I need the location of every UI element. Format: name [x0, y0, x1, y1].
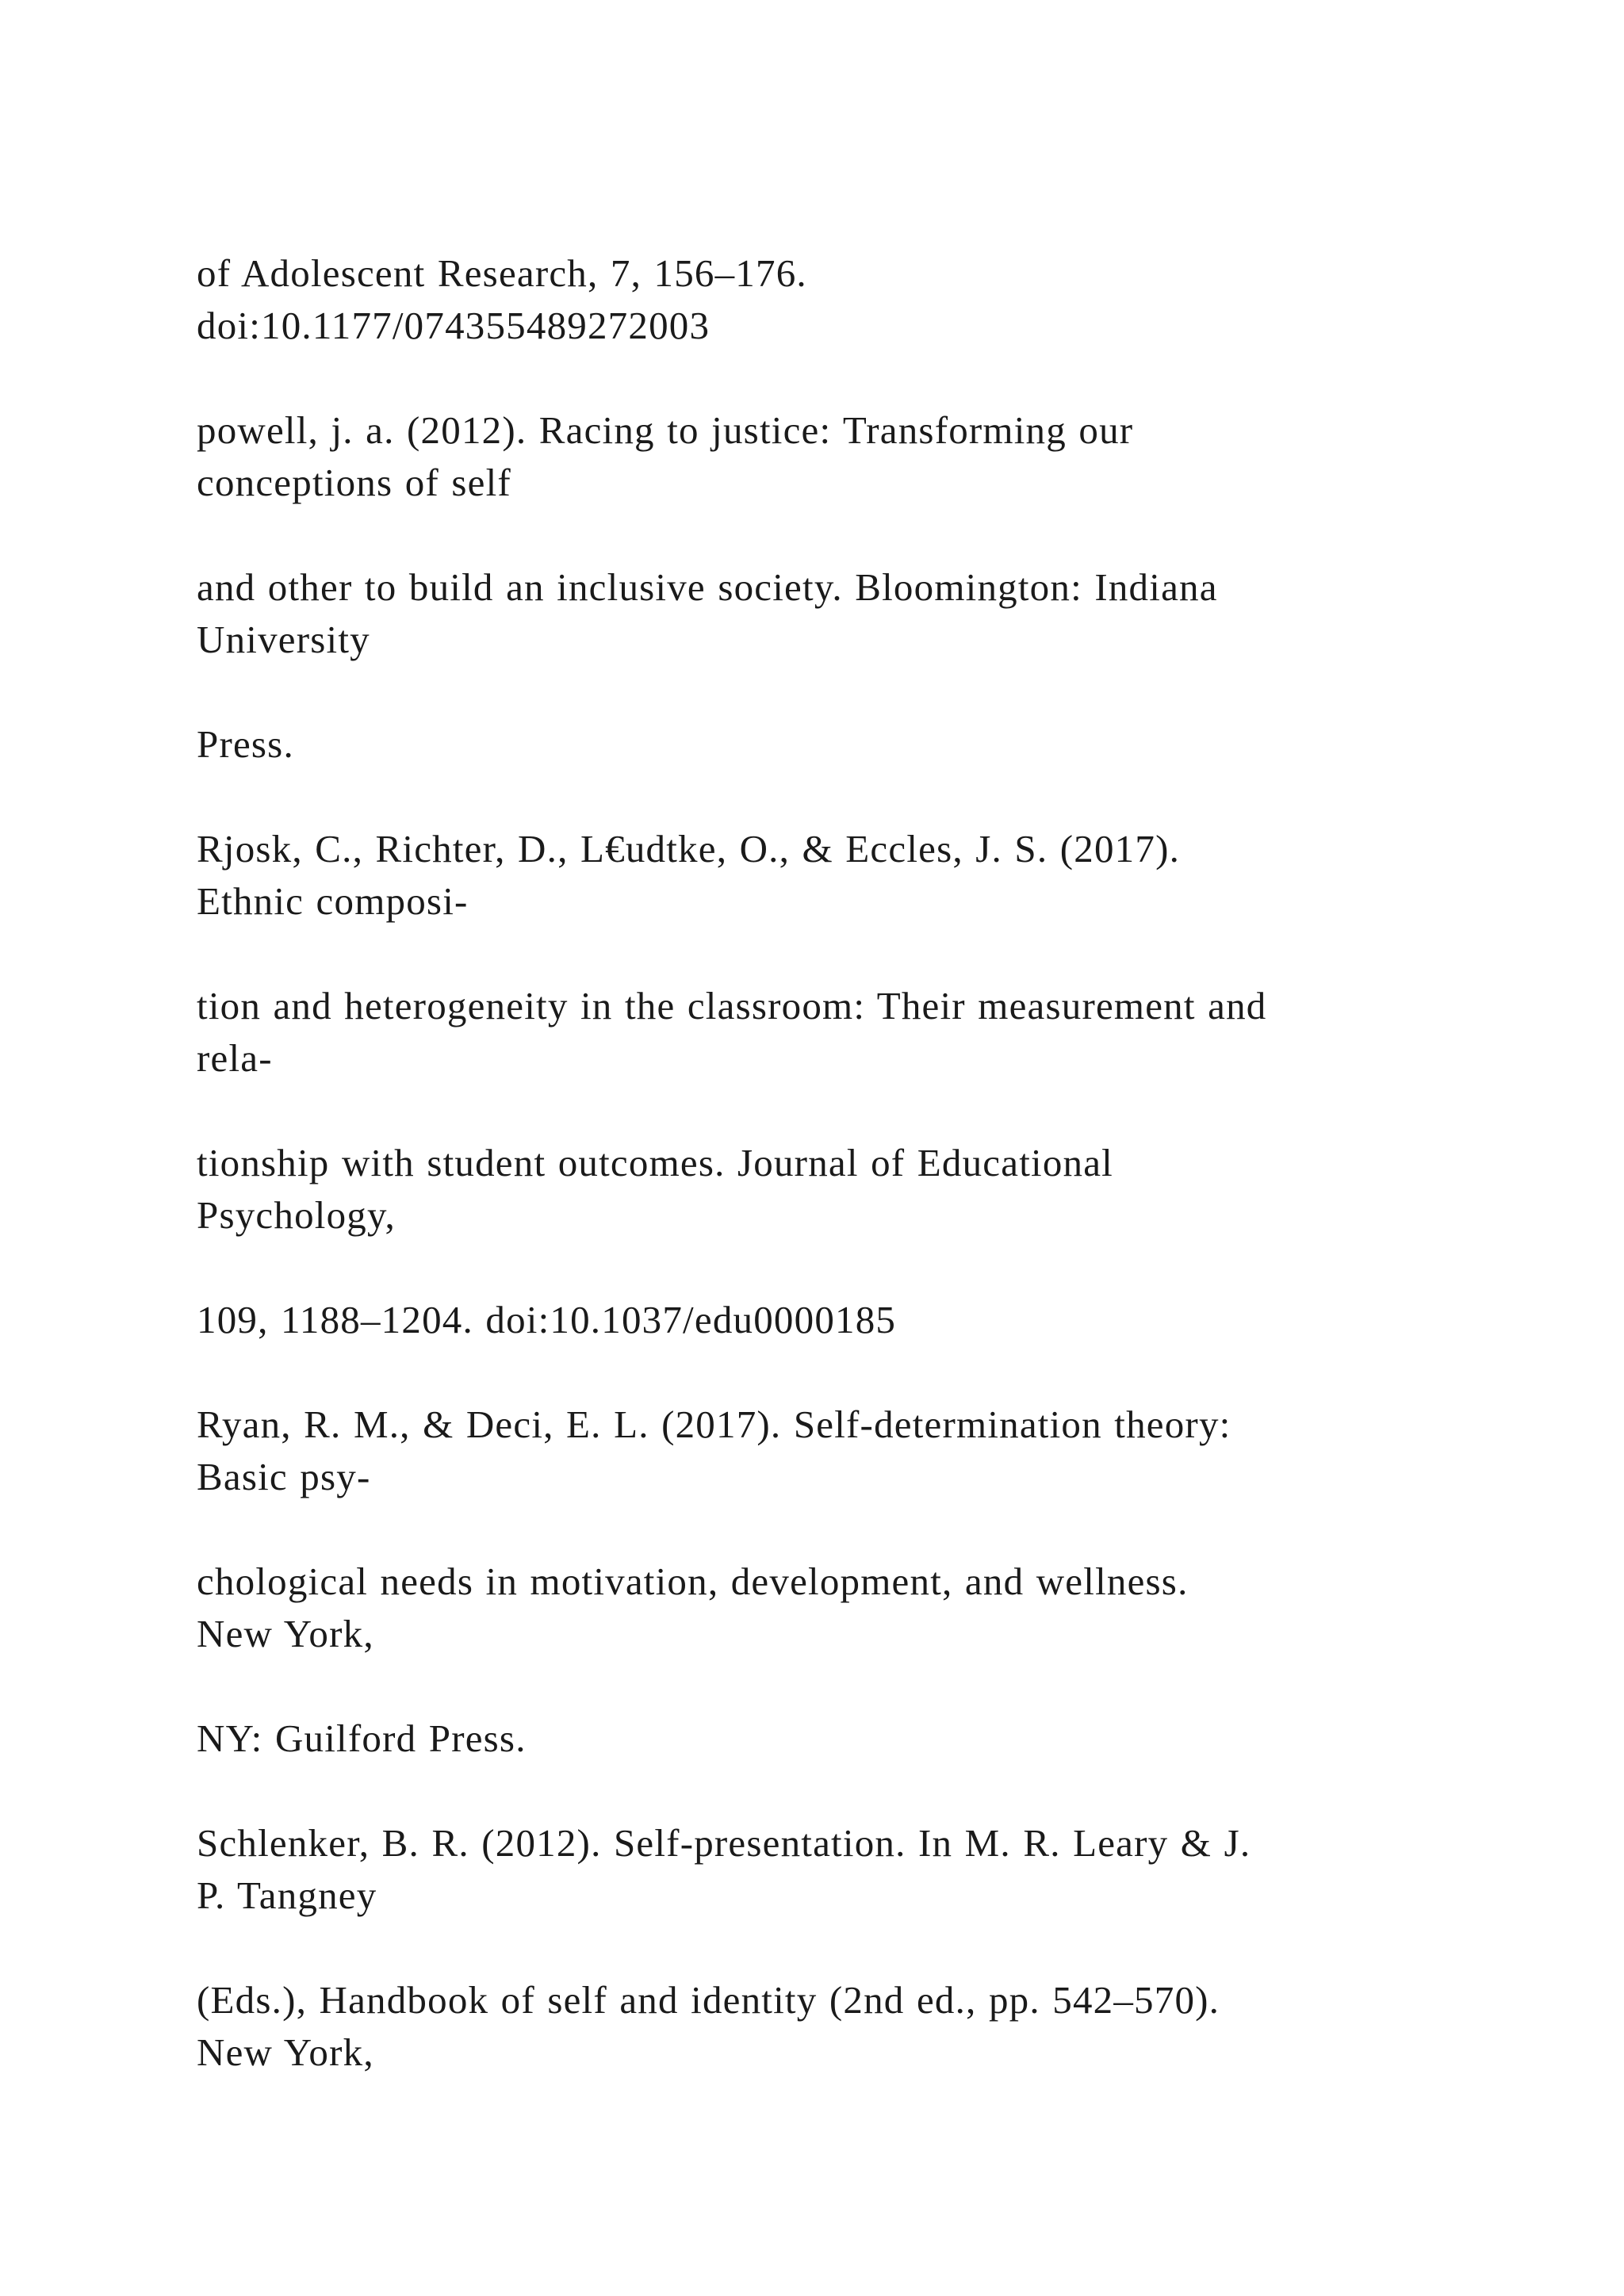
- text-line: of Adolescent Research, 7, 156–176.: [197, 251, 807, 295]
- text-line: chological needs in motivation, development, and wellness.: [197, 1559, 1189, 1603]
- text-line: Basic psy-: [197, 1455, 371, 1498]
- text-line: 109, 1188–1204. doi:10.1037/edu0000185: [197, 1298, 897, 1341]
- text-line: (Eds.), Handbook of self and identity (2nd ed., pp. 542–570).: [197, 1978, 1220, 2022]
- text-line: New York,: [197, 1612, 374, 1655]
- text-line: and other to build an inclusive society. Bloomington: Indiana: [197, 565, 1218, 609]
- text-line: Psychology,: [197, 1193, 396, 1237]
- text-line: tion and heterogeneity in the classroom: Their measurement and: [197, 984, 1267, 1027]
- text-line: tionship with student outcomes. Journal of Educational: [197, 1141, 1113, 1184]
- text-line: P. Tangney: [197, 1873, 377, 1917]
- text-line: Ethnic composi-: [197, 879, 469, 923]
- text-line: Press.: [197, 722, 294, 766]
- text-line: conceptions of self: [197, 461, 511, 504]
- text-line: powell, j. a. (2012). Racing to justice: Transforming our: [197, 408, 1134, 452]
- text-line: Ryan, R. M., & Deci, E. L. (2017). Self-determination theory:: [197, 1402, 1231, 1446]
- text-line: rela-: [197, 1036, 273, 1080]
- text-line: Rjosk, C., Richter, D., L€udtke, O., & Eccles, J. S. (2017).: [197, 827, 1181, 871]
- text-line: NY: Guilford Press.: [197, 1716, 527, 1760]
- text-line: doi:10.1177/074355489272003: [197, 304, 710, 347]
- text-line: New York,: [197, 2030, 374, 2074]
- text-line: Schlenker, B. R. (2012). Self-presentation. In M. R. Leary & J.: [197, 1821, 1251, 1865]
- text-line: University: [197, 618, 370, 661]
